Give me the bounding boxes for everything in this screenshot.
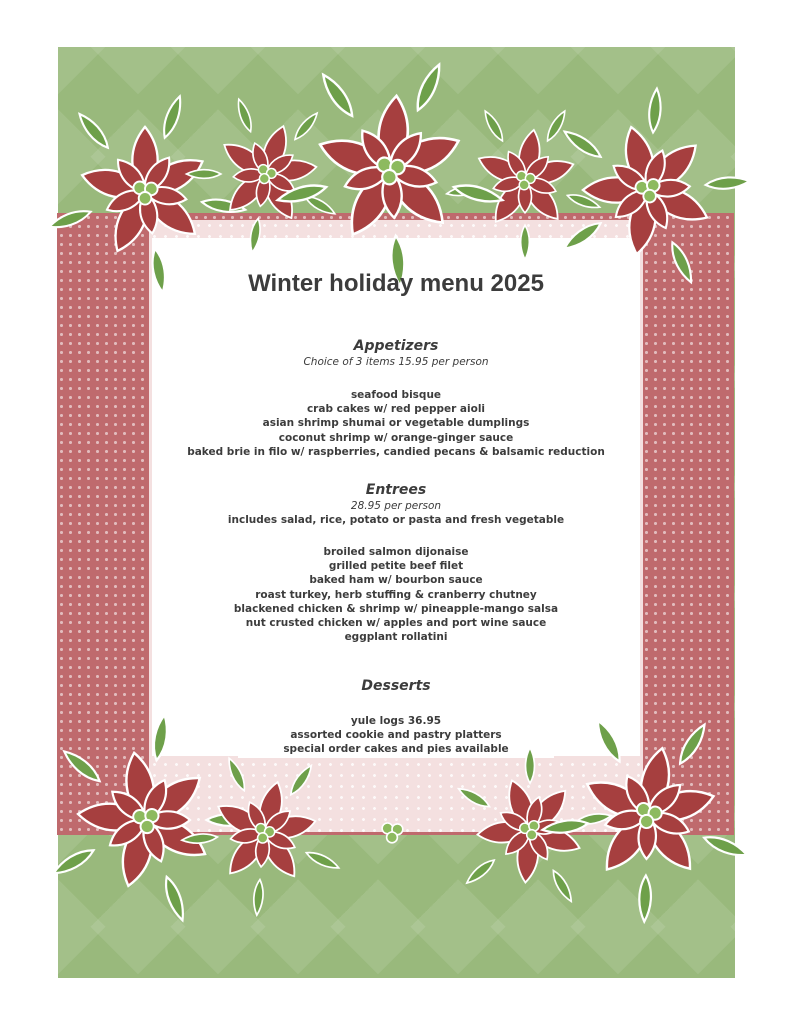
appetizers-list	[152, 388, 640, 459]
list-item: roast turkey, herb stuffing & cranberry chutney	[255, 588, 537, 601]
list-item: seafood bisque	[350, 389, 442, 401]
poinsettia-icon	[166, 736, 363, 933]
list-item: yule logs 36.95	[350, 715, 442, 727]
list-item: coconut shrimp w/ orange-ginger sauce	[278, 431, 514, 444]
desserts-section	[152, 677, 640, 695]
list-item: crab cakes w/ red pepper aioli	[306, 403, 486, 416]
appetizers-heading: Appetizers	[353, 338, 439, 354]
berries-icon	[382, 823, 403, 843]
entrees-list	[152, 545, 640, 644]
list-item: eggplant rollatini	[344, 631, 448, 644]
desserts-list	[152, 714, 640, 757]
appetizers-section	[152, 337, 640, 369]
entrees-includes: includes salad, rice, potato or pasta and fresh vegetable	[227, 514, 565, 526]
menu-title: Winter holiday menu 2025	[248, 270, 544, 297]
list-item: blackened chicken & shrimp w/ pineapple-mango salsa	[233, 602, 559, 615]
list-item: broiled salmon dijonaise	[323, 546, 469, 558]
poinsettia-icon	[436, 92, 616, 272]
poinsettia-icon	[429, 728, 635, 934]
entrees-heading: Entrees	[365, 482, 427, 498]
list-item: baked brie in filo w/ raspberries, candied pecans & balsamic reduction	[187, 445, 605, 458]
desserts-heading: Desserts	[361, 678, 431, 694]
list-item: special order cakes and pies available	[283, 743, 509, 756]
list-item: baked ham w/ bourbon sauce	[309, 574, 483, 587]
appetizers-pricing: Choice of 3 items 15.95 per person	[303, 356, 489, 368]
list-item: nut crusted chicken w/ apples and port wine sauce	[245, 617, 547, 630]
entrees-section	[152, 481, 640, 527]
list-item: assorted cookie and pastry platters	[290, 729, 502, 742]
poinsettia-icon	[47, 94, 246, 293]
menu-content	[152, 268, 640, 756]
entrees-pricing: 28.95 per person	[350, 500, 442, 512]
poinsettia-icon	[167, 76, 366, 275]
list-item: asian shrimp shumai or vegetable dumplings	[262, 417, 530, 430]
list-item: grilled petite beef filet	[328, 560, 464, 573]
